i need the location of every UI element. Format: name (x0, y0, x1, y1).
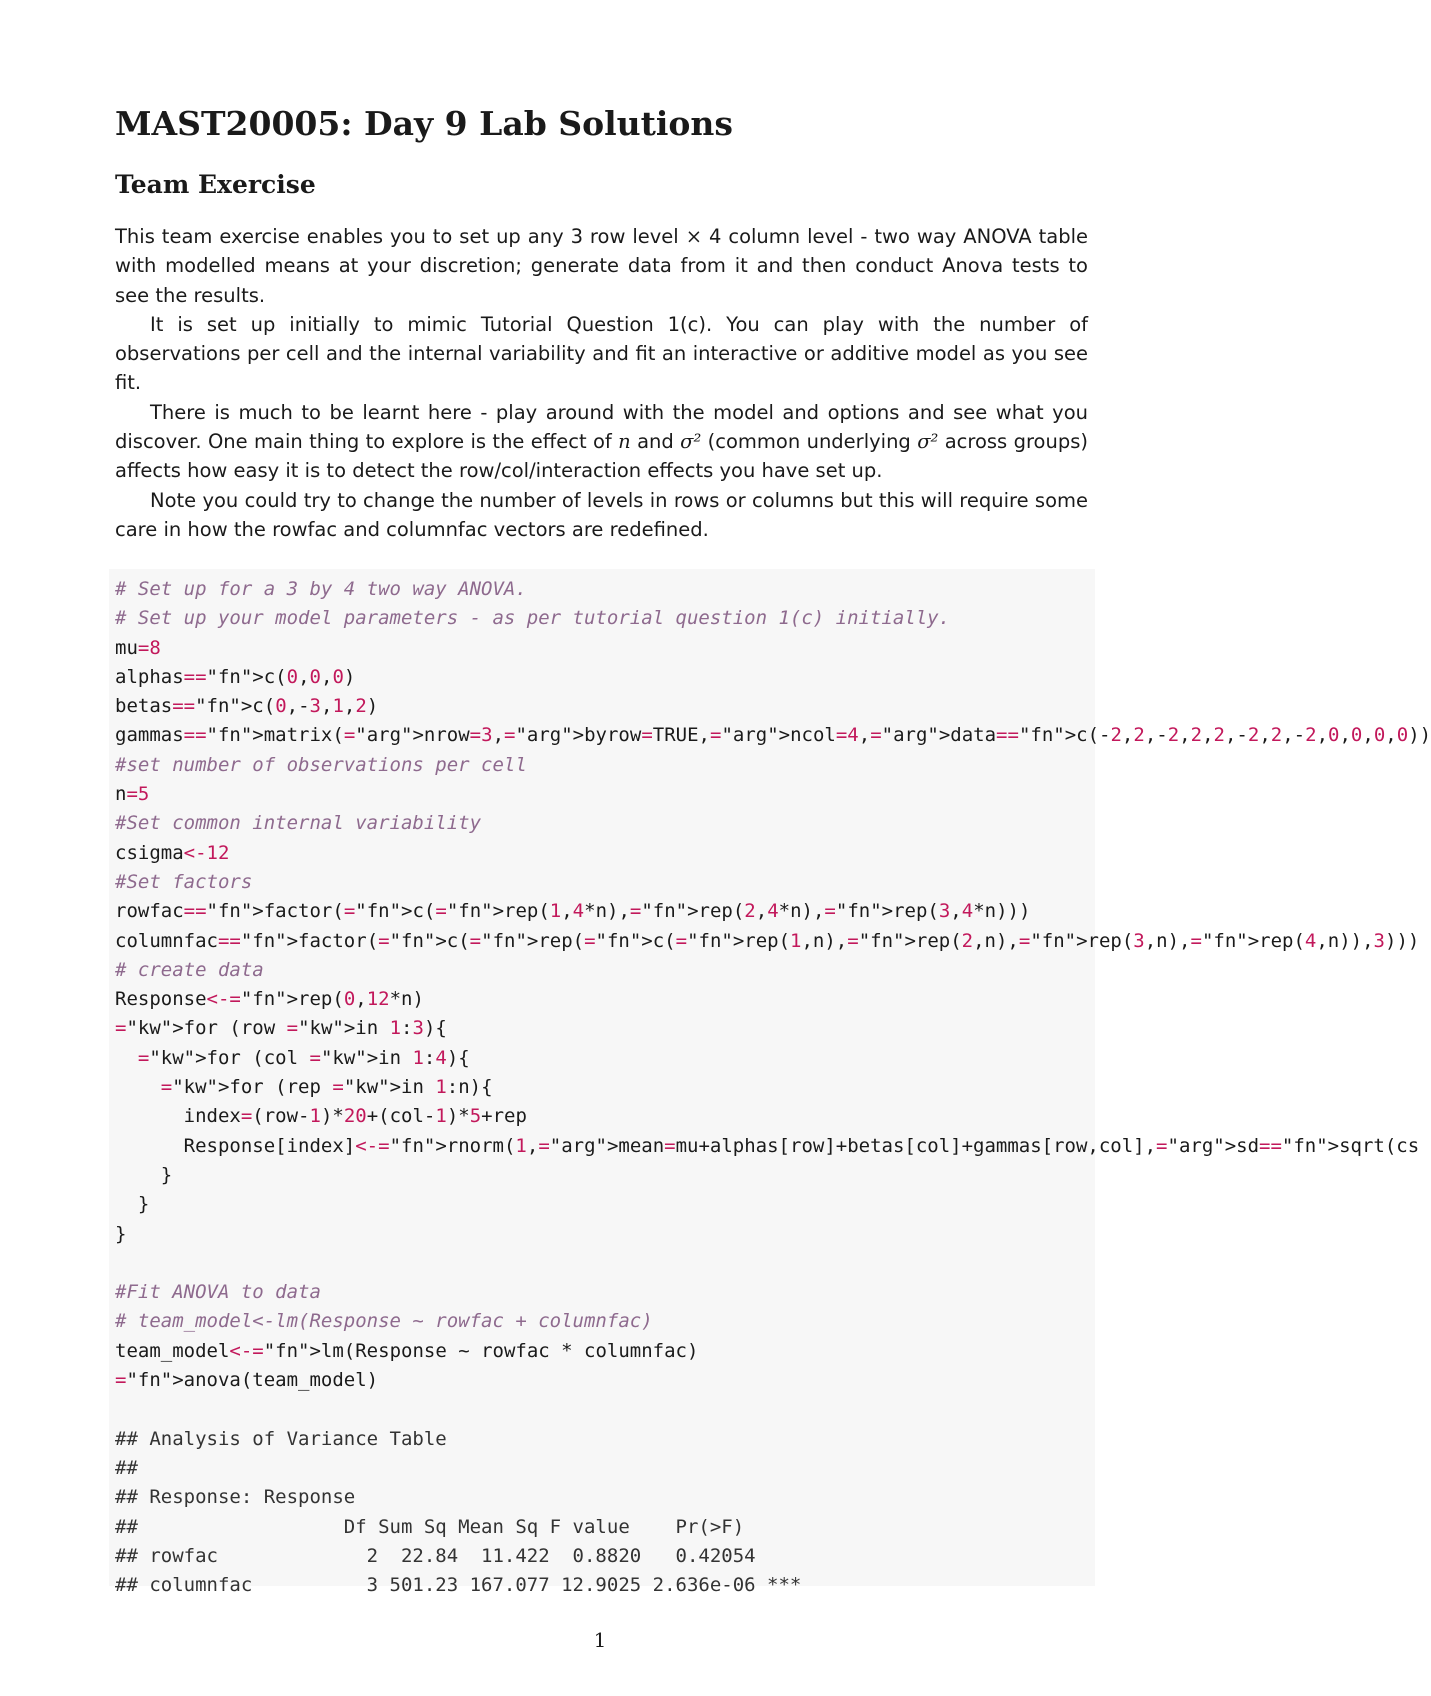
code-line: ="kw">for (col ="kw">in 1:4){ (137, 1046, 470, 1069)
code-line: gammas=="fn">matrix(="arg">nrow=3,="arg">byrow=TRUE,="arg">ncol=4,="arg">data=="fn">c(-2,2,-2,2,2,-2,2,-2,0,0,0,0)) (115, 724, 1431, 747)
code-line: team_model<-="fn">lm(Response ~ rowfac * columnfac) (115, 1339, 699, 1362)
code-line: ="fn">anova(team_model) (115, 1369, 379, 1392)
output-line: ## Df Sum Sq Mean Sq F value Pr(>F) (115, 1515, 745, 1538)
code-block (109, 569, 1431, 1597)
output-line: ## Analysis of Variance Table (115, 1427, 447, 1450)
code-line: } (115, 1222, 127, 1245)
code-line: Response<-="fn">rep(0,12*n) (115, 988, 424, 1011)
intro-text (115, 222, 1088, 544)
paragraph-3: There is much to be learnt here - play around with the model and options and see what you discover. One main thing to explore is the effect of n and σ² (common underlying σ² across groups) affects how easy it is to detect the row/col/interaction effects you have set up. (115, 400, 1088, 483)
output-line: ## columnfac 3 501.23 167.077 12.9025 2.636e-06 *** (115, 1574, 802, 1597)
r-code (109, 569, 1431, 1600)
code-line: #Fit ANOVA to data (115, 1281, 321, 1304)
output-line: ## (115, 1456, 138, 1479)
code-line: # Set up for a 3 by 4 two way ANOVA. (115, 578, 527, 600)
code-line: #Set common internal variability (115, 812, 482, 835)
code-line: } (115, 1163, 173, 1186)
code-line: ="kw">for (row ="kw">in 1:3){ (115, 1017, 447, 1040)
code-line: columnfac=="fn">factor(="fn">c(="fn">rep(="fn">c(="fn">rep(1,n),="fn">rep(2,n),="fn">rep(3,n),="fn">rep(4,n)),3))) (115, 929, 1420, 952)
code-line: #Set factors (115, 870, 253, 893)
document-title: MAST20005: Day 9 Lab Solutions (115, 104, 733, 143)
code-line: betas=="fn">c(0,-3,1,2) (115, 695, 379, 718)
code-line: alphas=="fn">c(0,0,0) (115, 665, 356, 688)
code-line: ="kw">for (rep ="kw">in 1:n){ (160, 1076, 493, 1099)
code-line: } (115, 1193, 150, 1216)
code-line: # Set up your model parameters - as per tutorial question 1(c) initially. (115, 607, 951, 630)
code-line: csigma<-12 (115, 841, 230, 864)
paragraph-1: This team exercise enables you to set up any 3 row level × 4 column level - two way ANOVA table with modelled means at your discretion; generate data from it and then conduct Anova tests to see the results. (115, 225, 1088, 307)
code-line: # team_model<-lm(Response ~ rowfac + columnfac) (115, 1310, 653, 1333)
code-line: rowfac=="fn">factor(="fn">c(="fn">rep(1,4*n),="fn">rep(2,4*n),="fn">rep(3,4*n))) (115, 900, 1031, 923)
code-line: index=(row-1)*20+(col-1)*5+rep (115, 1105, 527, 1128)
code-line: # create data (115, 958, 264, 981)
output-line: ## Response: Response (115, 1486, 356, 1509)
section-heading: Team Exercise (115, 170, 316, 199)
code-line: #set number of observations per cell (115, 753, 527, 776)
paragraph-4: Note you could try to change the number of levels in rows or columns but this will require some care in how the rowfac and columnfac vectors are redefined. (115, 488, 1088, 541)
code-line: mu=8 (115, 636, 161, 659)
code-line: Response[index]<-="fn">rnorm(1,="arg">mean=mu+alphas[row]+betas[col]+gammas[row,col],="arg">sd=="fn">sqrt(cs (115, 1134, 1420, 1157)
paragraph-2: It is set up initially to mimic Tutorial Question 1(c). You can play with the number of observations per cell and the internal variability and fit an interactive or additive model as you see fit. (115, 312, 1088, 395)
page-number: 1 (593, 1628, 607, 1652)
code-line: n=5 (115, 783, 150, 806)
output-line: ## rowfac 2 22.84 11.422 0.8820 0.42054 (115, 1544, 756, 1567)
